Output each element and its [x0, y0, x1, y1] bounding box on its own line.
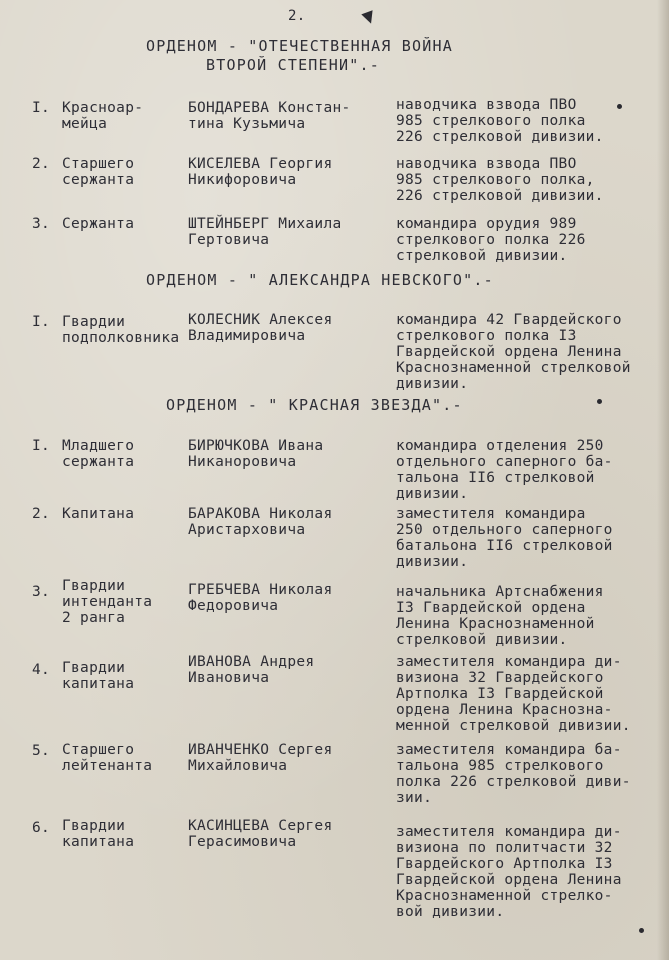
entry-position: наводчика взвода ПВО [396, 97, 577, 113]
entry-position: заместителя командира ба- [396, 742, 622, 758]
section-heading-line: ВТОРОЙ СТЕПЕНИ".- [206, 56, 380, 74]
entry-position: зии. [396, 790, 433, 806]
entry-name: Ивановича [188, 670, 270, 686]
entry-name: Федоровича [188, 598, 279, 614]
entry-position: 250 отдельного саперного [396, 522, 613, 538]
entry-number: 3. [32, 584, 51, 600]
entry-name: ИВАНОВА Андрея [188, 654, 315, 670]
entry-position: Краснознаменной стрелко- [396, 888, 613, 904]
entry-position: стрелкового полка I3 [396, 328, 577, 344]
ink-mark-icon [361, 10, 376, 25]
entry-name: БИРЮЧКОВА Ивана [188, 438, 324, 454]
entry-position: тальона 985 стрелкового [396, 758, 604, 774]
entry-position: командира 42 Гвардейского [396, 312, 622, 328]
entry-name: Никифоровича [188, 172, 297, 188]
entry-position: заместителя командира ди- [396, 654, 622, 670]
entry-rank: капитана [62, 834, 135, 850]
section-heading-line: ОРДЕНОМ - "ОТЕЧЕСТВЕННАЯ ВОЙНА [146, 37, 453, 55]
entry-position: 985 стрелкового полка, [396, 172, 595, 188]
entry-rank: Младшего [62, 438, 135, 454]
entry-rank: Гвардии [62, 818, 126, 834]
entry-name: Никаноровича [188, 454, 297, 470]
entry-position: полка 226 стрелковой диви- [396, 774, 631, 790]
entry-position: вой дивизии. [396, 904, 505, 920]
entry-position: наводчика взвода ПВО [396, 156, 577, 172]
entry-position: 985 стрелкового полка [396, 113, 586, 129]
entry-name: ГРЕБЧЕВА Николая [188, 582, 333, 598]
entry-rank: сержанта [62, 454, 135, 470]
entry-position: дивизии. [396, 554, 469, 570]
entry-position: отдельного саперного ба- [396, 454, 613, 470]
entry-position: тальона II6 стрелковой [396, 470, 595, 486]
entry-name: КОЛЕСНИК Алексея [188, 312, 333, 328]
entry-position: визиона по политчасти 32 [396, 840, 613, 856]
section-heading-line: ОРДЕНОМ - " КРАСНАЯ ЗВЕЗДА".- [166, 396, 463, 414]
entry-number: 3. [32, 216, 51, 232]
entry-rank: Гвардии [62, 578, 126, 594]
entry-position: командира орудия 989 [396, 216, 577, 232]
entry-number: I. [32, 314, 51, 330]
entry-rank: интенданта [62, 594, 153, 610]
entry-rank: Старшего [62, 742, 135, 758]
entry-rank: сержанта [62, 172, 135, 188]
entry-number: 2. [32, 156, 51, 172]
entry-number: 4. [32, 662, 51, 678]
entry-number: I. [32, 438, 51, 454]
entry-name: ИВАНЧЕНКО Сергея [188, 742, 333, 758]
entry-position: стрелкового полка 226 [396, 232, 586, 248]
entry-position: стрелковой дивизии. [396, 632, 568, 648]
entry-position: визиона 32 Гвардейского [396, 670, 604, 686]
entry-position: Гвардейского Артполка I3 [396, 856, 613, 872]
entry-position: стрелковой дивизии. [396, 248, 568, 264]
ink-dot [617, 104, 622, 109]
entry-position: Артполка I3 Гвардейской [396, 686, 604, 702]
entry-position: 226 стрелковой дивизии. [396, 188, 604, 204]
entry-position: 226 стрелковой дивизии. [396, 129, 604, 145]
entry-rank: подполковника [62, 330, 180, 346]
entry-rank: капитана [62, 676, 135, 692]
entry-name: Герасимовича [188, 834, 297, 850]
entry-rank: Гвардии [62, 660, 126, 676]
entry-position: I3 Гвардейской ордена [396, 600, 586, 616]
entry-position: заместителя командира [396, 506, 586, 522]
entry-number: 6. [32, 820, 51, 836]
entry-rank: Капитана [62, 506, 135, 522]
entry-name: Михайловича [188, 758, 288, 774]
entry-name: Владимировича [188, 328, 306, 344]
entry-name: Аристарховича [188, 522, 306, 538]
entry-rank: лейтенанта [62, 758, 153, 774]
entry-position: дивизии. [396, 486, 469, 502]
entry-position: заместителя командира ди- [396, 824, 622, 840]
entry-number: 2. [32, 506, 51, 522]
entry-number: 5. [32, 743, 51, 759]
entry-name: БАРАКОВА Николая [188, 506, 333, 522]
entry-position: Ленина Краснознаменной [396, 616, 595, 632]
entry-rank: Красноар- [62, 100, 144, 116]
page-number: 2. [288, 8, 306, 24]
entry-rank: 2 ранга [62, 610, 126, 626]
entry-position: менной стрелковой дивизии. [396, 718, 631, 734]
entry-rank: Сержанта [62, 216, 135, 232]
entry-position: ордена Ленина Краснозна- [396, 702, 613, 718]
entry-name: КИСЕЛЕВА Георгия [188, 156, 333, 172]
ink-dot [639, 928, 644, 933]
section-heading-line: ОРДЕНОМ - " АЛЕКСАНДРА НЕВСКОГО".- [146, 271, 494, 289]
entry-number: I. [32, 100, 51, 116]
entry-rank: Гвардии [62, 314, 126, 330]
entry-position: начальника Артснабжения [396, 584, 604, 600]
entry-position: командира отделения 250 [396, 438, 604, 454]
entry-name: БОНДАРЕВА Констан- [188, 100, 351, 116]
entry-rank: мейца [62, 116, 108, 132]
entry-position: Гвардейской ордена Ленина Краснознаменной стрелковой дивизии. [396, 344, 631, 392]
entry-name: Гертовича [188, 232, 270, 248]
entry-position: батальона II6 стрелковой [396, 538, 613, 554]
entry-rank: Старшего [62, 156, 135, 172]
ink-dot [597, 399, 602, 404]
page-edge-shadow [657, 0, 669, 960]
entry-name: КАСИНЦЕВА Сергея [188, 818, 333, 834]
entry-name: тина Кузьмича [188, 116, 306, 132]
entry-position: Гвардейской ордена Ленина [396, 872, 622, 888]
entry-name: ШТЕЙНБЕРГ Михаила [188, 216, 342, 232]
